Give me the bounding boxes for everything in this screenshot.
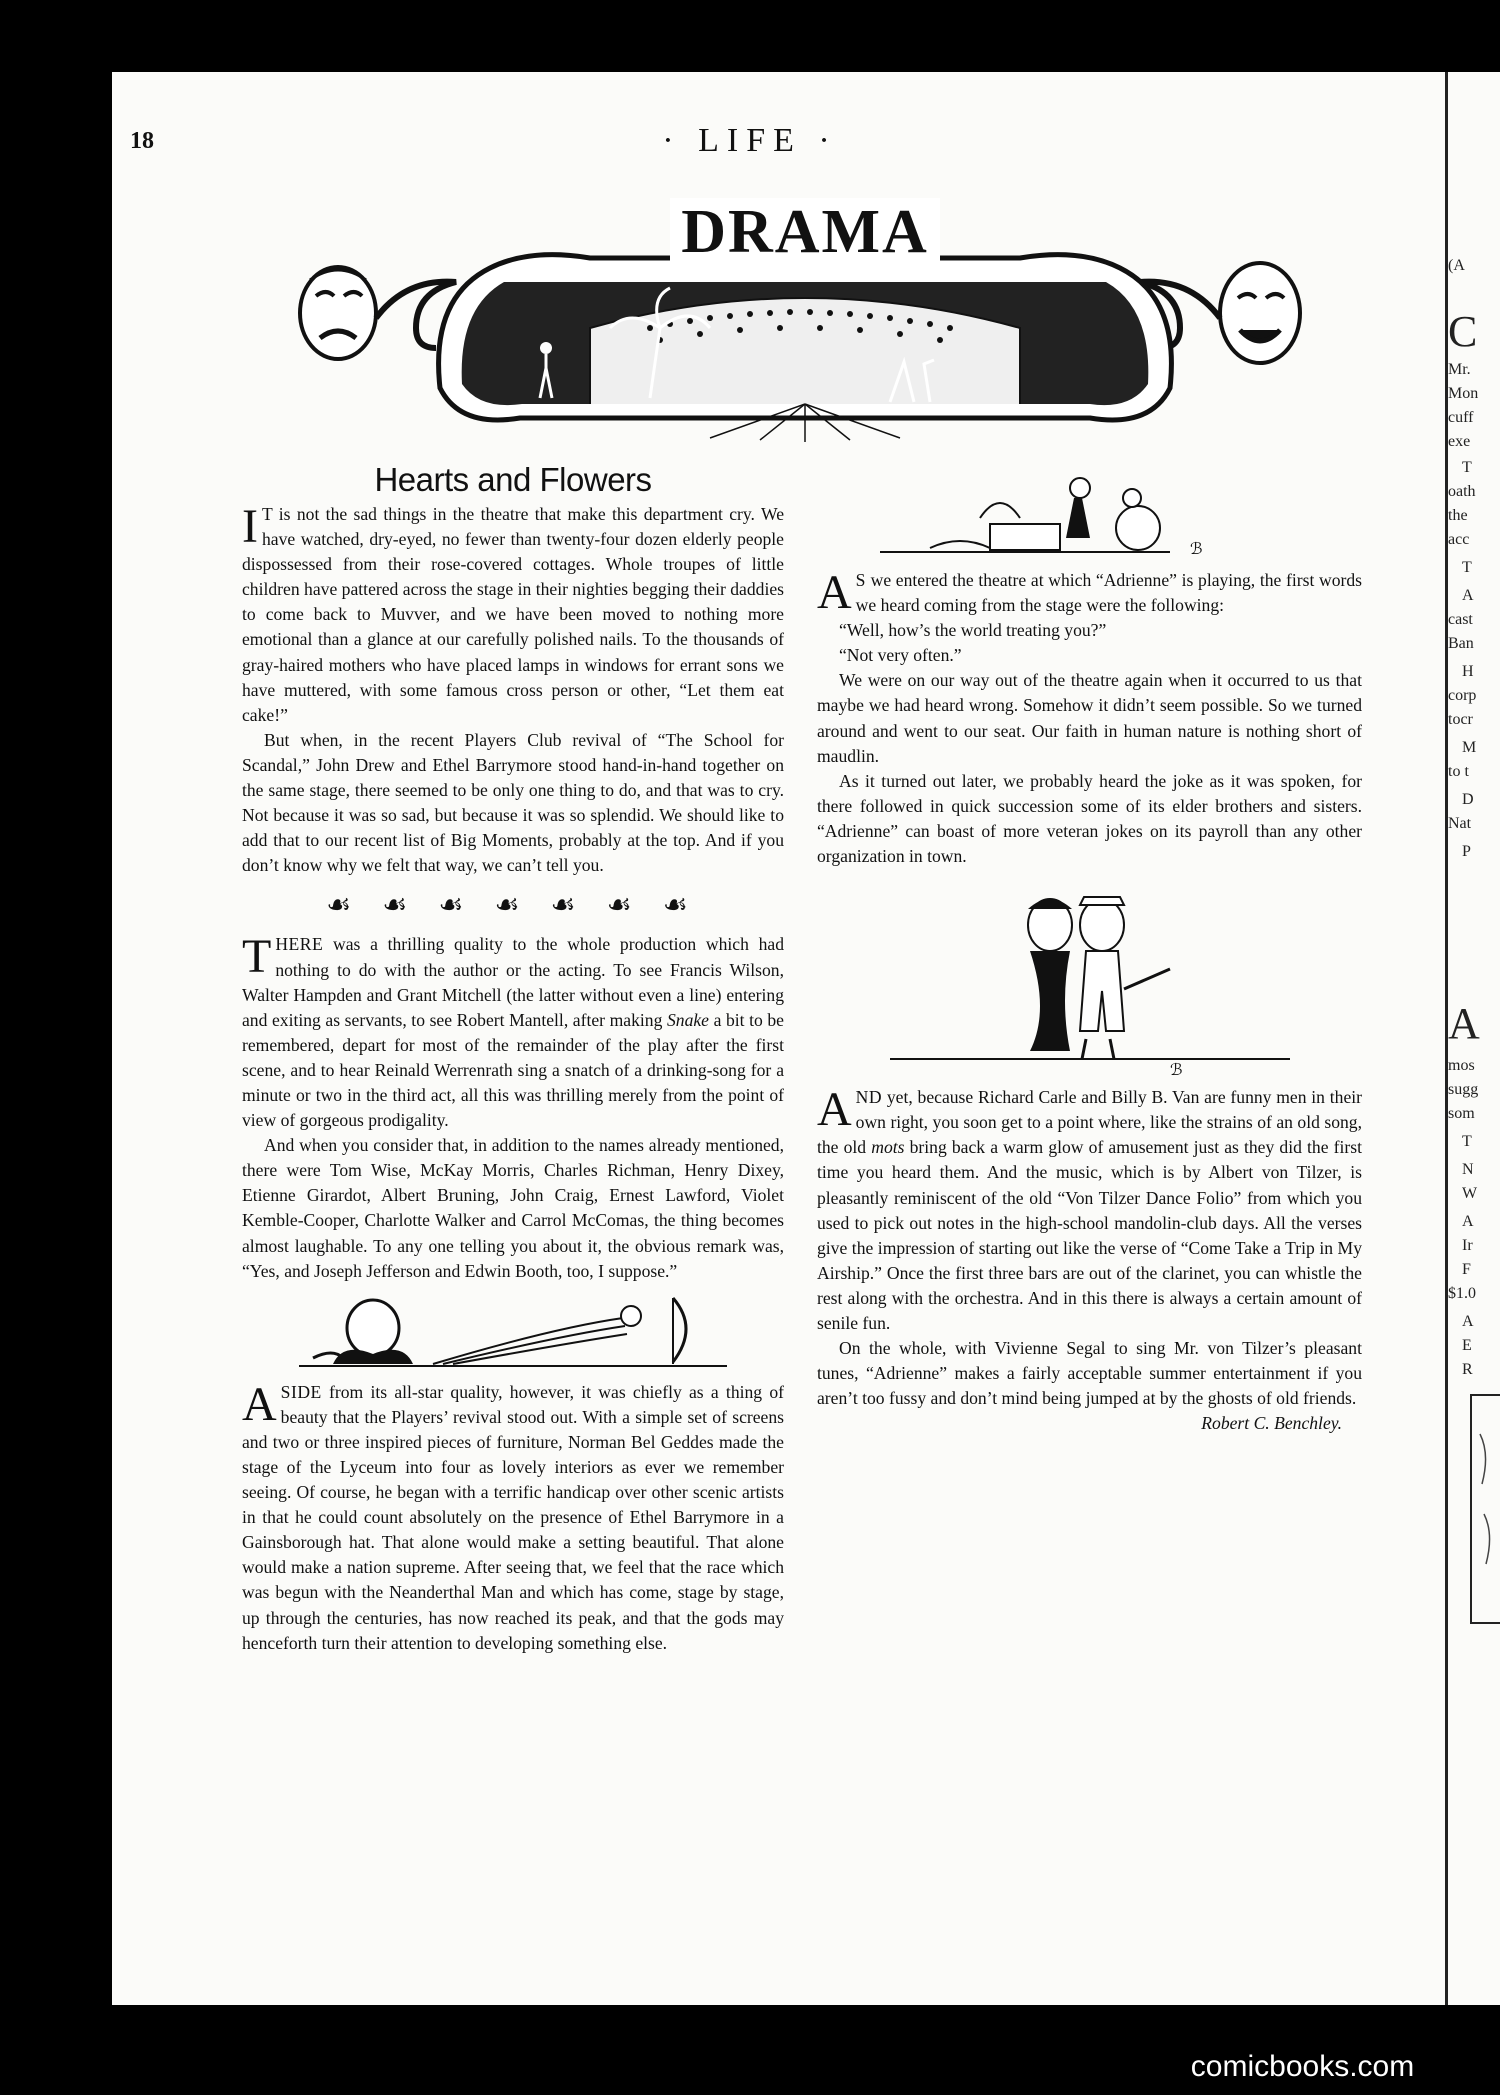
facing-page-line: Mon <box>1448 385 1479 402</box>
facing-page-line: $1.0 <box>1448 1285 1476 1302</box>
paragraph <box>242 1377 784 1656</box>
source-watermark: comicbooks.com <box>1105 2038 1500 2095</box>
lead-caps: ND <box>855 1087 883 1108</box>
facing-page-line: to t <box>1448 763 1469 780</box>
paragraph-text: yet, because Richard Carle and Billy B. Van are funny men in their own right, you soon get to a point where, like the strains of an old song, the old <box>817 1087 1362 1158</box>
facing-page-line: A <box>1462 1213 1474 1230</box>
quoted-line: “Well, how’s the world treating you?” <box>839 620 1107 641</box>
facing-page-line: corp <box>1448 687 1477 704</box>
tragedy-mask-icon <box>300 267 456 359</box>
facing-page-line: N <box>1462 1161 1474 1178</box>
paragraph: We were on our way out of the theatre again when it occurred to us that maybe we had heard wrong. Somehow it didn’t seem possible. So we turned around and went to our seat. Our faith in human nature is nothing short of maudlin. <box>817 670 1362 766</box>
paragraph: As it turned out later, we probably heard the joke as it was spoken, for there followed in quick succession some of its elder brothers and sisters. “Adrienne” can boast of more veteran jokes on its payroll than any other organization in town. <box>817 770 1362 867</box>
facing-page-line: exe <box>1448 433 1471 450</box>
italic-word: mots <box>871 1137 905 1158</box>
facing-page-line: A <box>1462 587 1474 604</box>
facing-page-line: T <box>1462 559 1472 576</box>
article-column-left <box>242 462 784 1656</box>
facing-page-line: cast <box>1448 611 1473 628</box>
facing-page-line: the <box>1448 507 1468 524</box>
paragraph: On the whole, with Vivienne Segal to sing Mr. von Tilzer’s pleasant tunes, “Adrienne” makes a fairly acceptable summer entertainment if you aren’t too fussy and don’t mind being jumped at by the ghosts of old friends. <box>817 1338 1362 1409</box>
drama-title: DRAMA <box>681 198 929 266</box>
paragraph <box>242 932 784 1133</box>
facing-page-line: A <box>1462 1313 1474 1330</box>
facing-page-fragment <box>1448 72 1500 2005</box>
magazine-masthead: · LIFE · <box>662 122 838 159</box>
facing-page-line: oath <box>1448 483 1476 500</box>
quoted-line: “Not very often.” <box>839 645 962 666</box>
stage-scene-frame <box>439 255 1172 442</box>
drop-cap: T <box>242 930 272 984</box>
ornament-divider: ☙ ☙ ☙ ☙ ☙ ☙ ☙ <box>326 890 700 922</box>
article-title: Hearts and Flowers <box>374 461 652 498</box>
drama-header-illustration <box>290 188 1320 446</box>
page-number: 18 <box>130 128 154 154</box>
facing-page-illustration-edge <box>1470 1394 1500 1624</box>
facing-page-line: tocr <box>1448 711 1473 728</box>
artist-mark-icon: ℬ <box>1189 541 1203 558</box>
lead-caps: SIDE <box>280 1381 322 1402</box>
facing-page-line: mos <box>1448 1057 1475 1074</box>
paragraph <box>817 568 1362 618</box>
facing-page-line: acc <box>1448 531 1470 548</box>
facing-page-line: Ban <box>1448 635 1474 652</box>
facing-page-line: som <box>1448 1105 1475 1122</box>
comedians-spot-illustration <box>880 879 1300 1079</box>
trunk-spot-illustration <box>870 468 1310 560</box>
drop-cap: I <box>242 500 258 553</box>
facing-page-line: A <box>1448 999 1480 1048</box>
author-signature: Robert C. Benchley. <box>1201 1413 1342 1434</box>
facing-page-line: Nat <box>1448 815 1472 832</box>
paragraph-text: from its all-star quality, however, it was chiefly as a thing of beauty that the Players’ revival stood out. With a simple set of screens and two or three inspired pieces of furniture, Norman Bel Geddes made the stage of the Lyceum into four as lovely interiors as ever we remember seeing. Of course, he began with a terrific handicap over other scenic artists in that he could count absolutely on the presence of Ethel Barrymore in a Gainsborough hat. That alone would make a setting beautiful. That alone would make a nation supreme. After seeing that, we feel that the race which was begun with the Neanderthal Man and which has come, stage by stage, up through the centuries, has now reached its peak, and that the gods may henceforth turn their attention to developing something else. <box>242 1381 784 1653</box>
lead-caps: HERE <box>275 934 324 955</box>
facing-page-line: cuff <box>1448 409 1474 426</box>
facing-page-line: H <box>1462 663 1474 680</box>
facing-page-line: R <box>1462 1361 1473 1378</box>
italic-title: Snake <box>666 1009 709 1030</box>
facing-page-line: Mr. <box>1448 361 1471 378</box>
paragraph: And when you consider that, in addition to the names already mentioned, there were Tom Wise, McKay Morris, Charles Richman, Henry Dixey, Etienne Girardot, Albert Bruning, John Craig, Ernest Lawford, Violet Kemble-Cooper, Charlotte Walker and Carrol McComas, the thing becomes almost laughable. To any one telling you about it, the obvious remark was, “Yes, and Joseph Jefferson and Edwin Booth, too, I suppose.” <box>242 1135 784 1281</box>
facing-page-line: M <box>1462 739 1477 756</box>
players-spot-illustration <box>293 1288 733 1374</box>
paragraph-text: bring back a warm glow of amusement just as they did the first time you heard them. And the music, which is by Albert von Tilzer, is pleasantly reminiscent of the old “Von Tilzer Dance Folio” from which you used to pick out notes in the high-school mandolin-club days. All the verses give the impression of starting out like the verse of “Come Take a Trip in My Airship.” Once the first three bars are out of the clarinet, you can whistle the rest along with the orchestra. And in this there is always a certain amount of senile fun. <box>817 1137 1362 1333</box>
article-column-right <box>817 462 1362 1436</box>
facing-page-line: W <box>1462 1185 1478 1202</box>
paragraph-text: we entered the theatre at which “Adrienne” is playing, the first words we heard coming from the stage were the following: <box>855 570 1362 616</box>
facing-page-line: F <box>1462 1261 1471 1278</box>
facing-page-line: Ir <box>1462 1237 1473 1254</box>
facing-page-line: (A <box>1448 257 1465 274</box>
facing-page-line: D <box>1462 791 1474 808</box>
facing-page-line: E <box>1462 1337 1472 1354</box>
paragraph-text: a bit to be remembered, depart for most of the remainder of the play after the first scene, and to hear Reinald Werrenrath sing a snatch of a drinking-song for a minute or two in the third act, all this was thrilling merely from the point of view of gorgeous prodigality. <box>242 1009 784 1131</box>
drop-cap: A <box>242 1377 277 1431</box>
drop-cap: A <box>817 566 852 619</box>
paragraph <box>242 502 784 728</box>
artist-mark-icon: ℬ <box>1169 1062 1183 1080</box>
drop-cap: A <box>817 1083 852 1137</box>
facing-page-line: P <box>1462 843 1471 860</box>
paragraph-text: was a thrilling quality to the whole production which had nothing to do with the author or the acting. To see Francis Wilson, Walter Hampden and Grant Mitchell (the latter without even a line) entering and exiting as servants, to see Robert Mantell, after making <box>242 934 784 1030</box>
facing-page-line: T <box>1462 1133 1472 1150</box>
facing-page-line: T <box>1462 459 1472 476</box>
paragraph: But when, in the recent Players Club revival of “The School for Scandal,” John Drew and Ethel Barrymore stood hand-in-hand together on the same stage, there seemed to be only one thing to do, and that was to cry. Not because it was so sad, but because it was so splendid. We should like to add that to our recent list of Big Moments, probably at the top. And if you don’t know why we felt that way, we can’t tell you. <box>242 729 784 876</box>
facing-page-line: sugg <box>1448 1081 1479 1098</box>
lead-caps: S <box>855 570 866 590</box>
paragraph-text: T is not the sad things in the theatre that make this department cry. We have watched, dry-eyed, no fewer than twenty-four dozen elderly people dispossessed from their rose-covered cottages. Whole troupes of little children have pattered across the stage in their nighties begging their daddies to come back to Muvver, and we have been moved to nothing more emotional than a glance at our carefully polished nails. To the thousands of gray-haired mothers who have placed lamps in windows for errant sons we have muttered, with some famous cross person or other, “Let them eat cake!” <box>242 504 784 725</box>
facing-page-line: C <box>1448 307 1478 356</box>
paragraph <box>817 1085 1362 1336</box>
